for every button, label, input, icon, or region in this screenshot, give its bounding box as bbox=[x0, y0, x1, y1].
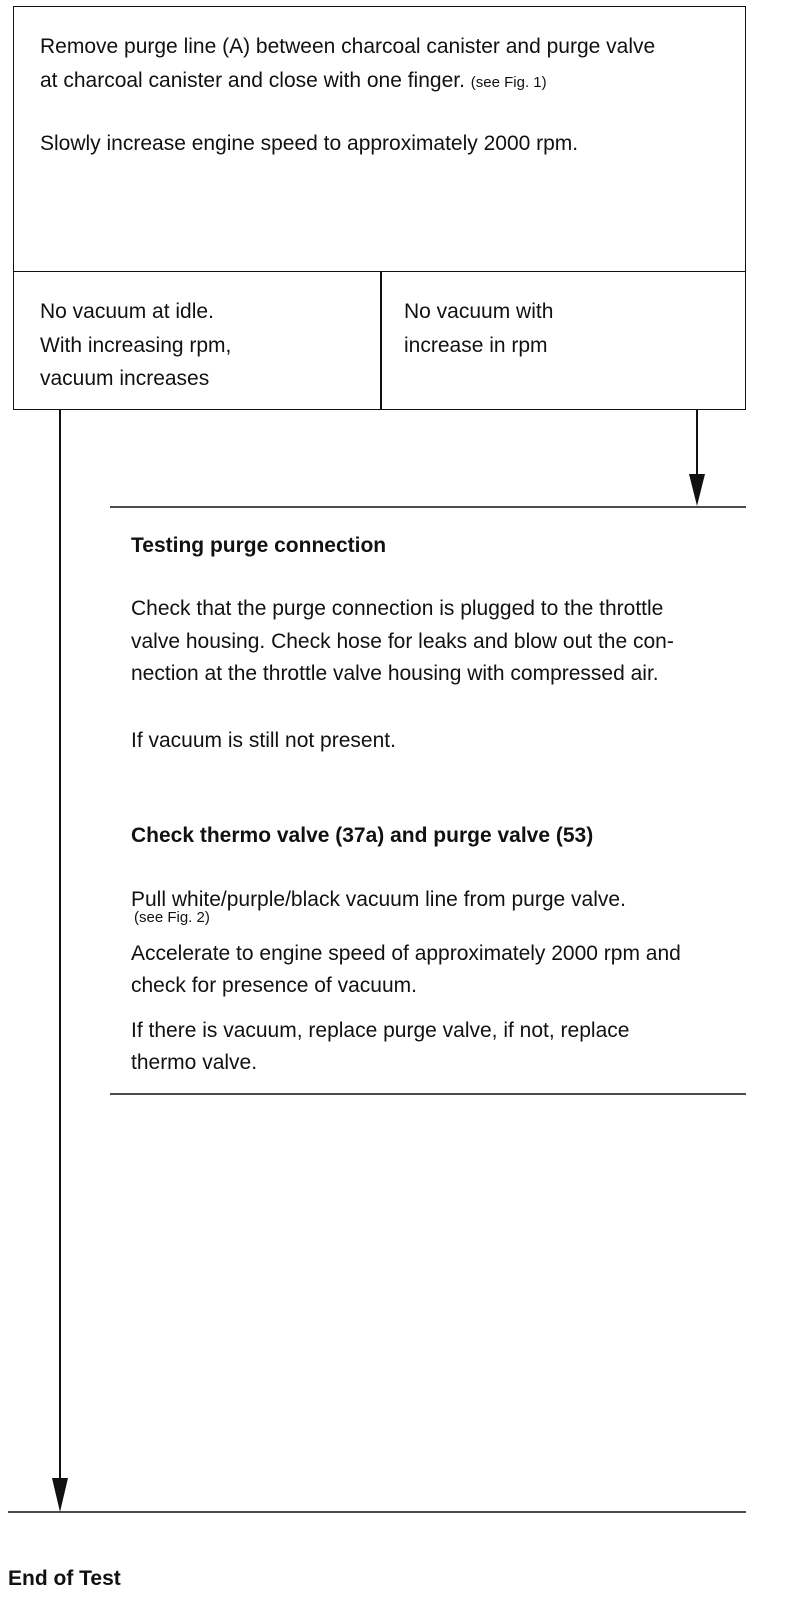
thermo-line-5: thermo valve. bbox=[131, 1051, 258, 1074]
fig1-reference: (see Fig. 1) bbox=[470, 74, 547, 91]
purge-heading: Testing purge connection bbox=[131, 534, 387, 557]
fig2-reference: (see Fig. 2) bbox=[134, 909, 210, 926]
thermo-line-3: check for presence of vacuum. bbox=[131, 974, 417, 997]
purge-body-line-2: valve housing. Check hose for leaks and blow out the con- bbox=[131, 630, 674, 653]
instruction-line-3: Slowly increase engine speed to approximately 2000 rpm. bbox=[40, 132, 579, 155]
instruction-line-2: at charcoal canister and close with one finger. (see Fig. 1) bbox=[40, 69, 547, 92]
outcome-left-line-3: vacuum increases bbox=[40, 367, 210, 390]
outcome-right-line-2: increase in rpm bbox=[404, 334, 548, 357]
outcome-left-line-1: No vacuum at idle. bbox=[40, 300, 214, 323]
left-arrowhead bbox=[52, 1478, 68, 1512]
thermo-line-2: Accelerate to engine speed of approximately 2000 rpm and bbox=[131, 942, 681, 965]
right-arrowhead bbox=[689, 474, 705, 506]
thermo-line-1: Pull white/purple/black vacuum line from purge valve. bbox=[131, 888, 626, 911]
thermo-line-4: If there is vacuum, replace purge valve, if not, replace bbox=[131, 1019, 630, 1042]
end-of-test-label: End of Test bbox=[8, 1567, 121, 1590]
outcome-divider bbox=[380, 272, 382, 409]
purge-body-line-3: nection at the throttle valve housing with compressed air. bbox=[131, 662, 659, 685]
purge-note: If vacuum is still not present. bbox=[131, 729, 396, 752]
outcome-left-line-2: With increasing rpm, bbox=[40, 334, 232, 357]
thermo-heading: Check thermo valve (37a) and purge valve (53) bbox=[131, 824, 594, 847]
outcome-right-line-1: No vacuum with bbox=[404, 300, 554, 323]
instruction-line-1: Remove purge line (A) between charcoal canister and purge valve bbox=[40, 35, 656, 58]
purge-body-line-1: Check that the purge connection is plugged to the throttle bbox=[131, 597, 664, 620]
